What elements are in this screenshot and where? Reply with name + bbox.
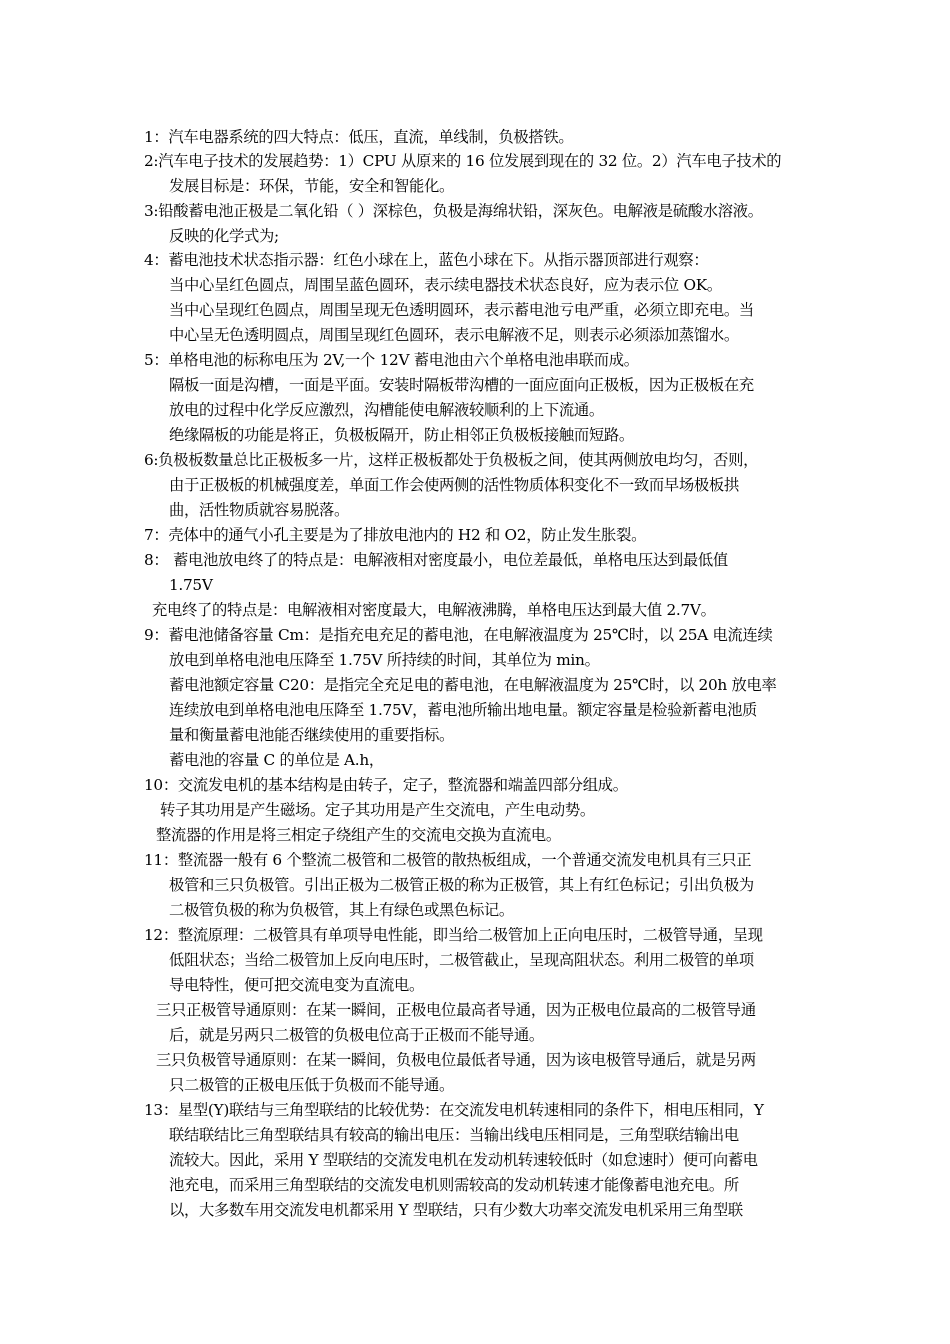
text-line: 曲，活性物质就容易脱落。 [169,501,349,519]
text-line: 6:负极板数量总比正极板多一片，这样正极板都处于负极板之间，使其两侧放电均匀，否则， [144,451,759,469]
text-line: 11：整流器一般有 6 个整流二极管和二极管的散热板组成，一个普通交流发电机具有三只正 [144,851,752,869]
text-line: 充电终了的特点是：电解液相对密度最大，电解液沸腾，单格电压达到最大值 2.7V。 [152,601,716,619]
text-line: 4：蓄电池技术状态指示器：红色小球在上，蓝色小球在下。从指示器顶部进行观察： [144,251,709,269]
text-line: 三只负极管导通原则：在某一瞬间，负极电位最低者导通，因为该电极管导通后，就是另两 [156,1051,756,1069]
text-line: 1.75V [169,576,213,594]
text-line: 当中心呈红色圆点，周围呈蓝色圆环，表示续电器技术状态良好，应为表示位 OK。 [169,276,722,294]
text-line: 整流器的作用是将三相定子绕组产生的交流电交换为直流电。 [156,826,561,844]
text-line: 隔板一面是沟槽，一面是平面。安装时隔板带沟槽的一面应面向正极板，因为正极板在充 [169,376,754,394]
text-line: 低阻状态；当给二极管加上反向电压时，二极管截止，呈现高阻状态。利用二极管的单项 [169,951,754,969]
text-line: 以，大多数车用交流发电机都采用 Y 型联结，只有少数大功率交流发电机采用三角型联 [169,1201,743,1219]
text-line: 量和衡量蓄电池能否继续使用的重要指标。 [169,726,454,744]
text-line: 5：单格电池的标称电压为 2V,一个 12V 蓄电池由六个单格电池串联而成。 [144,351,639,369]
text-line: 中心呈无色透明圆点，周围呈现红色圆环，表示电解液不足，则表示必须添加蒸馏水。 [169,326,739,344]
text-line: 连续放电到单格电池电压降至 1.75V，蓄电池所输出地电量。额定容量是检验新蓄电池质 [169,701,758,719]
text-line: 导电特性，便可把交流电变为直流电。 [169,976,424,994]
text-line: 蓄电池额定容量 C20：是指完全充足电的蓄电池，在电解液温度为 25℃时，以 20h 放电率 [169,676,777,694]
text-line: 极管和三只负极管。引出正极为二极管正极的称为正极管，其上有红色标记；引出负极为 [169,876,754,894]
text-line: 池充电，而采用三角型联结的交流发电机则需较高的发动机转速才能像蓄电池充电。所 [169,1176,739,1194]
text-line: 12：整流原理：二极管具有单项导电性能，即当给二极管加上正向电压时，二极管导通，呈现 [144,926,763,944]
text-line: 9：蓄电池储备容量 Cm：是指充电充足的蓄电池，在电解液温度为 25℃时，以 25A 电流连续 [144,626,773,644]
text-line: 蓄电池的容量 C 的单位是 A.h， [169,751,384,769]
text-line: 流较大。因此，采用 Y 型联结的交流发电机在发动机转速较低时（如怠速时）便可向蓄电 [169,1151,758,1169]
text-line: 二极管负极的称为负极管，其上有绿色或黑色标记。 [169,901,514,919]
text-line: 13：星型(Y)联结与三角型联结的比较优势：在交流发电机转速相同的条件下，相电压相同，Y [144,1101,764,1119]
text-line: 后，就是另两只二极管的负极电位高于正极而不能导通。 [169,1026,544,1044]
text-line: 3:铅酸蓄电池正极是二氧化铅（ ）深棕色，负极是海绵状铅，深灰色。电解液是硫酸水溶液。 [144,202,763,220]
text-line: 7：壳体中的通气小孔主要是为了排放电池内的 H2 和 O2，防止发生胀裂。 [144,526,647,544]
text-line: 8： 蓄电池放电终了的特点是：电解液相对密度最小，电位差最低，单格电压达到最低值 [144,551,728,569]
text-line: 由于正极板的机械强度差，单面工作会使两侧的活性物质体积变化不一致而早场极板拱 [169,476,739,494]
text-line: 转子其功用是产生磁场。定子其功用是产生交流电，产生电动势。 [160,801,595,819]
text-line: 当中心呈现红色圆点，周围呈现无色透明圆环，表示蓄电池亏电严重，必须立即充电。当 [169,301,754,319]
text-line: 三只正极管导通原则：在某一瞬间，正极电位最高者导通，因为正极电位最高的二极管导通 [156,1001,756,1019]
text-line: 绝缘隔板的功能是将正，负极板隔开，防止相邻正负极板接触而短路。 [169,426,634,444]
text-line: 反映的化学式为; [169,227,279,245]
text-line: 1：汽车电器系统的四大特点：低压，直流，单线制，负极搭铁。 [144,128,574,146]
text-line: 发展目标是：环保，节能，安全和智能化。 [169,177,454,195]
text-line: 联结联结比三角型联结具有较高的输出电压：当输出线电压相同是，三角型联结输出电 [169,1126,739,1144]
text-line: 2:汽车电子技术的发展趋势：1）CPU 从原来的 16 位发展到现在的 32 位。2）汽车电子技术的 [144,152,782,170]
text-line: 只二极管的正极电压低于负极而不能导通。 [169,1076,454,1094]
text-line: 10：交流发电机的基本结构是由转子，定子，整流器和端盖四部分组成。 [144,776,628,794]
text-line: 放电到单格电池电压降至 1.75V 所持续的时间，其单位为 min。 [169,651,600,669]
text-line: 放电的过程中化学反应激烈，沟槽能使电解液较顺利的上下流通。 [169,401,604,419]
